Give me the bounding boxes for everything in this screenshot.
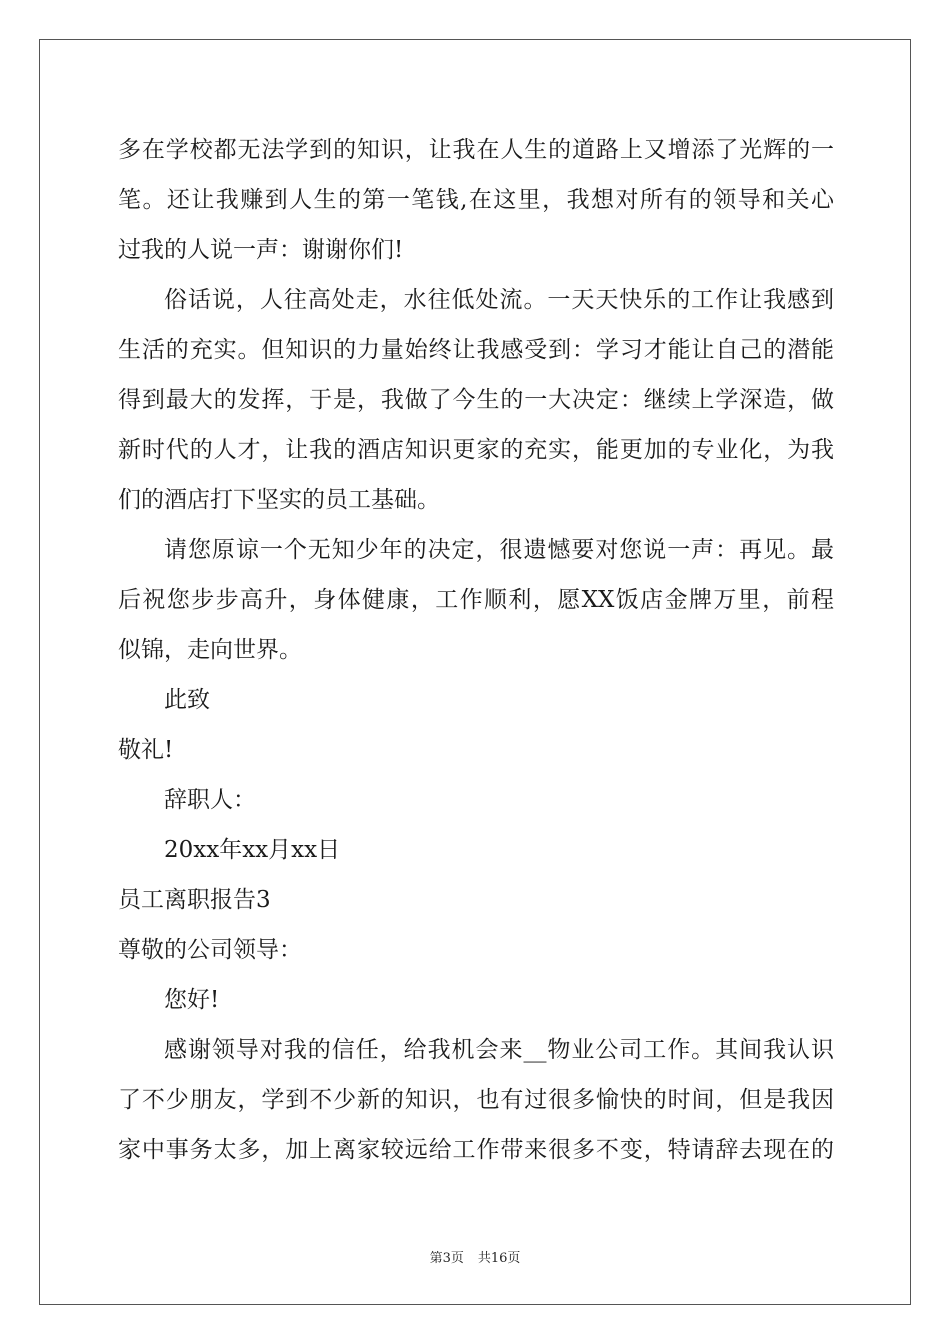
text-line: 请您原谅一个无知少年的决定，很遗憾要对您说一声：再见。最	[164, 537, 834, 563]
page-number: 第3页	[429, 1251, 464, 1266]
greeting-recipient: 尊敬的公司领导：	[118, 937, 302, 963]
text-line: 笔。还让我赚到人生的第一笔钱,在这里，我想对所有的领导和关心	[118, 187, 834, 213]
text-line: 过我的人说一声：谢谢你们!	[118, 237, 404, 263]
text-line: 得到最大的发挥，于是，我做了今生的一大决定：继续上学深造，做	[118, 387, 834, 413]
signature-label: 辞职人：	[164, 787, 256, 813]
text-line: 多在学校都无法学到的知识，让我在人生的道路上又增添了光辉的一	[118, 137, 834, 163]
closing-salutation: 此致	[164, 687, 210, 713]
text-line: 似锦，走向世界。	[118, 637, 302, 663]
page-footer	[0, 1247, 950, 1266]
text-line: 感谢领导对我的信任，给我机会来__物业公司工作。其间我认识	[164, 1037, 834, 1063]
text-line: 生活的充实。但知识的力量始终让我感受到：学习才能让自己的潜能	[118, 337, 834, 363]
text-line: 家中事务太多，加上离家较远给工作带来很多不变，特请辞去现在的	[118, 1137, 834, 1163]
greeting: 您好!	[164, 987, 220, 1013]
text-line: 俗话说，人往高处走，水往低处流。一天天快乐的工作让我感到	[164, 287, 834, 313]
page-total: 共16页	[477, 1251, 521, 1266]
section-heading: 员工离职报告3	[118, 887, 271, 913]
document-body	[118, 125, 834, 1175]
closing-regards: 敬礼!	[118, 737, 174, 763]
text-line: 后祝您步步高升，身体健康，工作顺利，愿XX饭店金牌万里，前程	[118, 587, 834, 613]
text-line: 新时代的人才，让我的酒店知识更家的充实，能更加的专业化，为我	[118, 437, 834, 463]
text-line: 了不少朋友，学到不少新的知识，也有过很多愉快的时间，但是我因	[118, 1087, 834, 1113]
text-line: 们的酒店打下坚实的员工基础。	[118, 487, 440, 513]
date-line: 20xx年xx月xx日	[164, 837, 341, 863]
